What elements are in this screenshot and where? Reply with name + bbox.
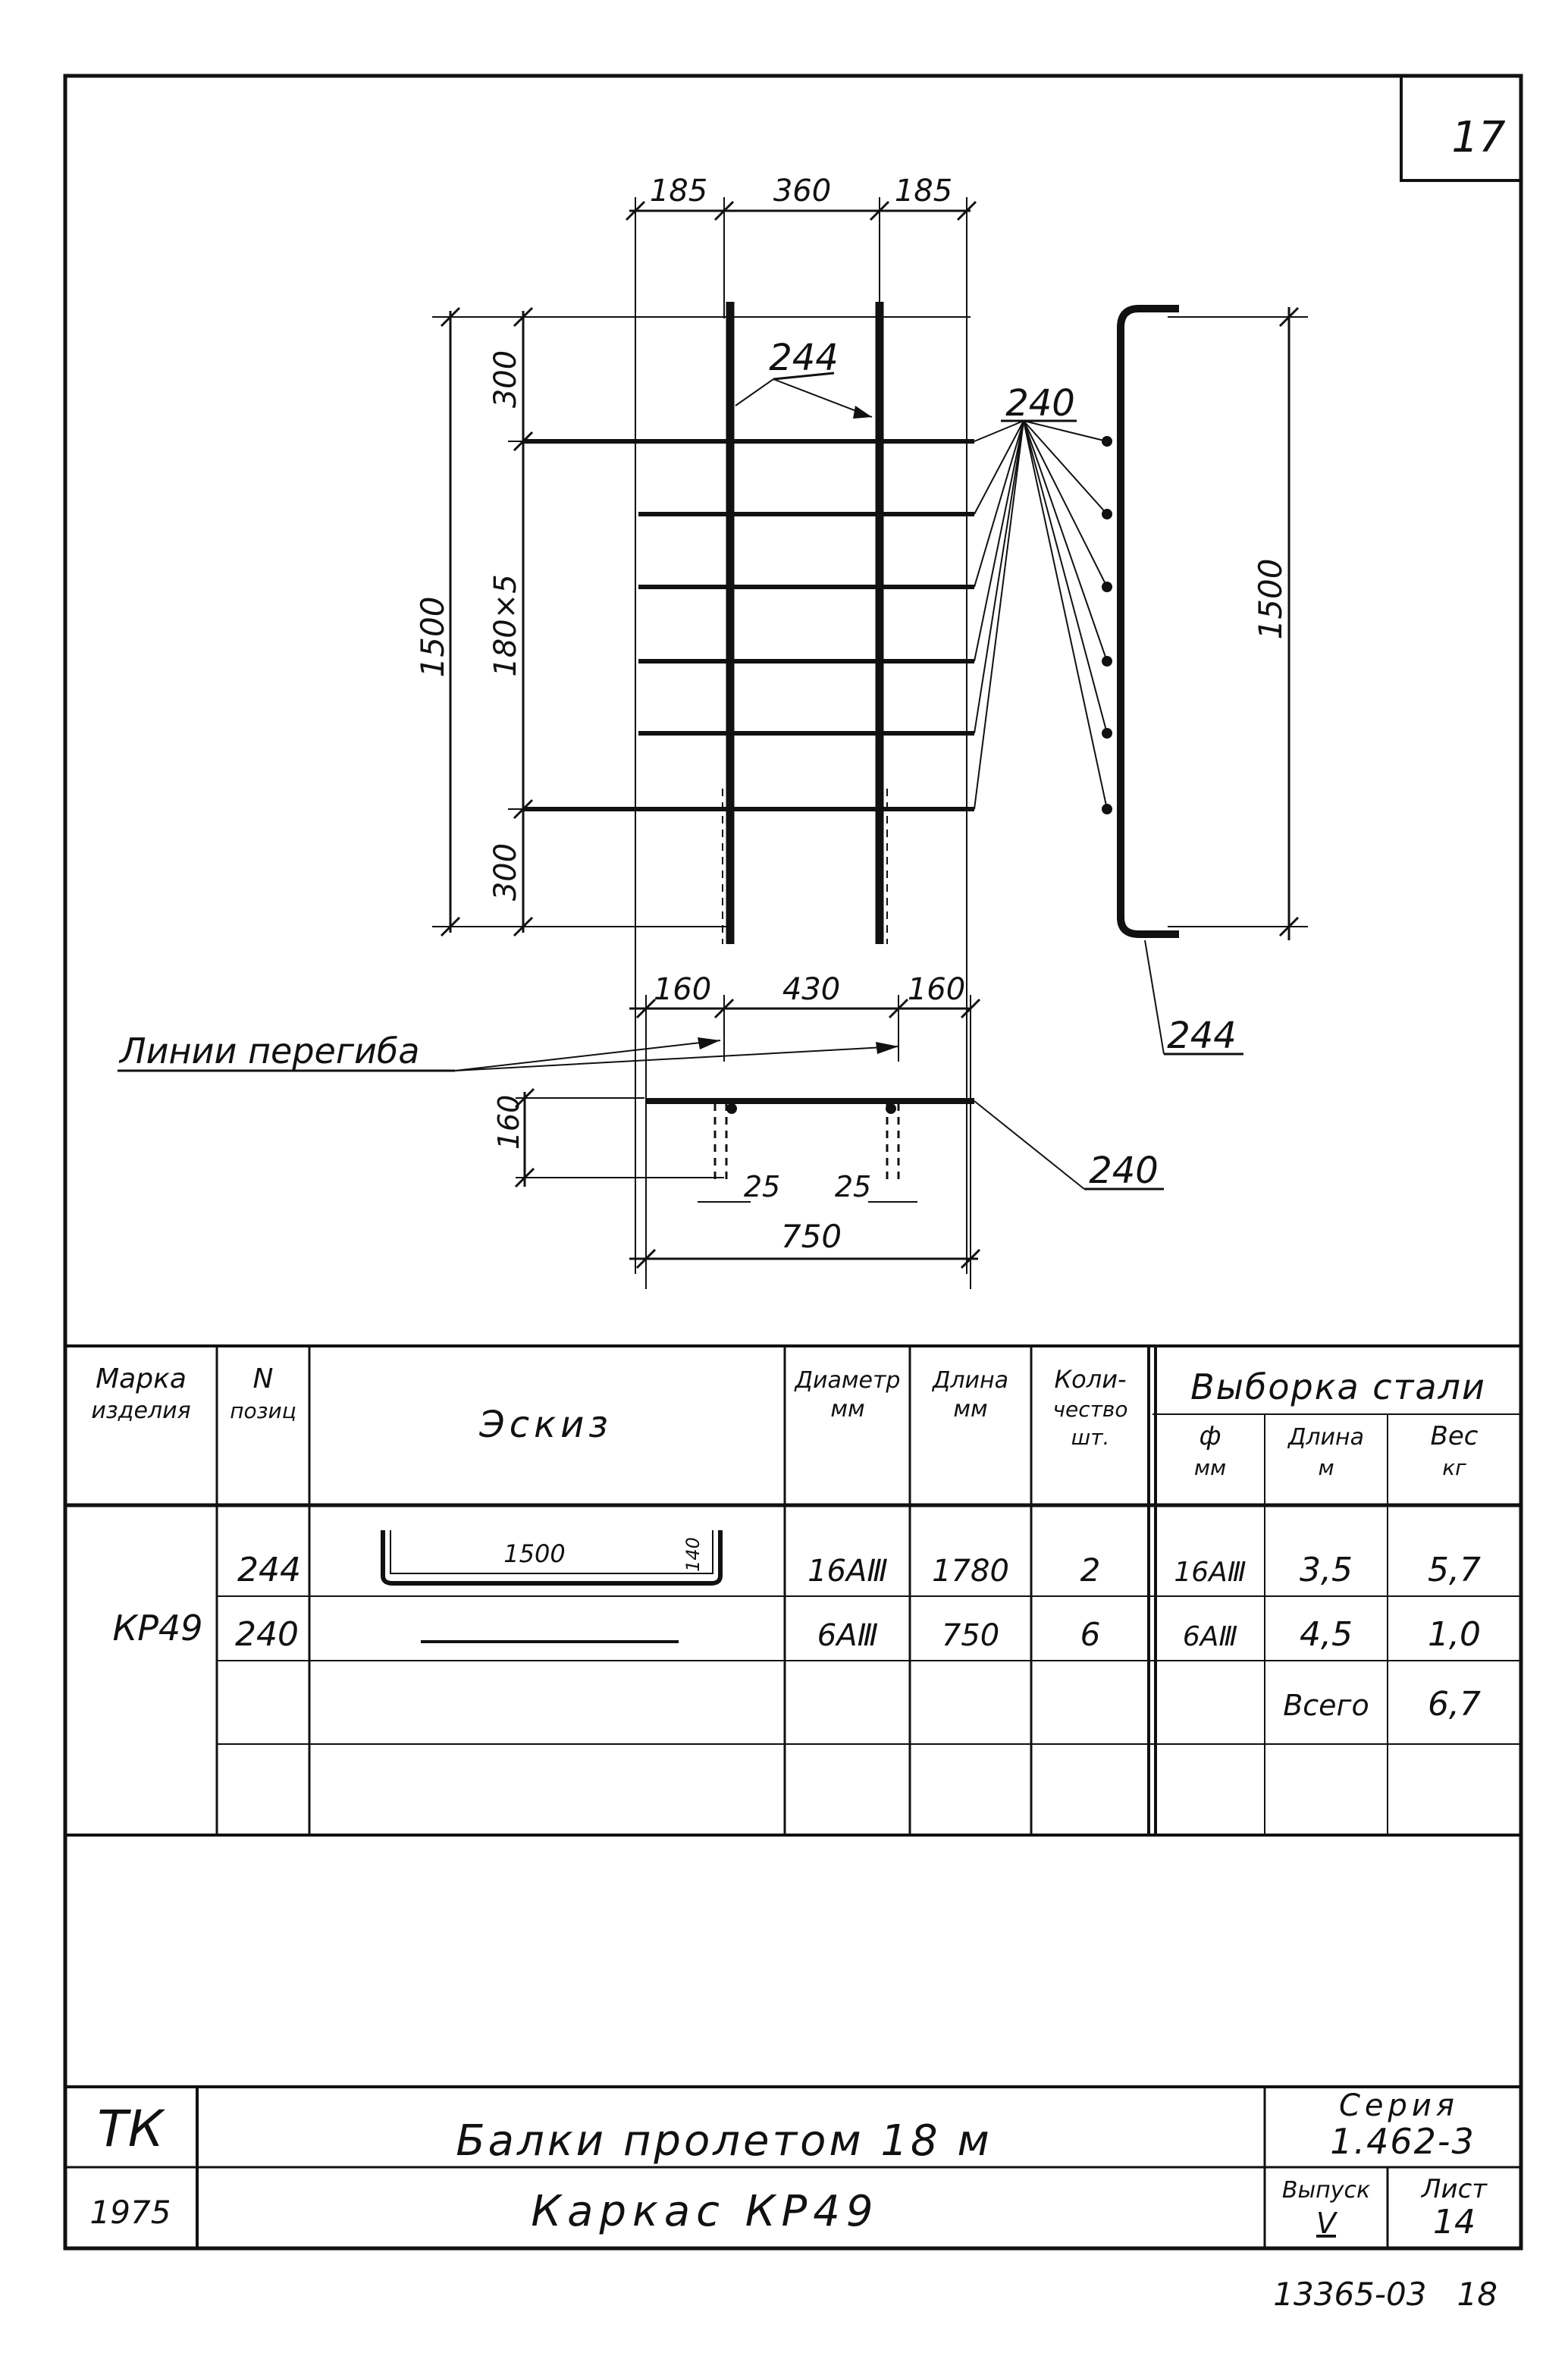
header-mark-1: Марка	[96, 1363, 187, 1394]
bend-lines-label: Линии перегиба	[120, 1031, 420, 1071]
dim-lower-left: 160	[653, 972, 712, 1007]
dim-lower-mid: 430	[782, 972, 841, 1007]
header-qty-3: шт.	[1071, 1425, 1110, 1450]
header-diameter-2: мм	[830, 1396, 865, 1423]
label-pos-244: 244	[769, 337, 839, 379]
header-qty-1: Коли-	[1054, 1365, 1127, 1394]
issue-value: V	[1316, 2207, 1336, 2240]
cell-mark: КР49	[112, 1608, 203, 1649]
dim-left-bottom: 300	[488, 842, 523, 902]
sketch-len: 1500	[503, 1539, 566, 1568]
header-phi-1: ф	[1199, 1421, 1221, 1451]
header-weight-2: кг	[1442, 1455, 1466, 1480]
header-mark-2: изделия	[91, 1398, 191, 1424]
dim-25-right: 25	[834, 1170, 872, 1203]
header-pos-1: N	[252, 1363, 274, 1394]
header-steel: Выборка стали	[1190, 1366, 1486, 1407]
org-code: ТК	[97, 2100, 164, 2158]
footer-code: 13365-03 18	[1273, 2276, 1497, 2313]
dim-left-total: 1500	[414, 596, 451, 678]
header-weight-1: Вес	[1430, 1421, 1479, 1451]
cell-qty-r2: 6	[1080, 1616, 1101, 1653]
cell-pos-r1: 244	[237, 1551, 301, 1589]
header-pos-2: позиц	[230, 1398, 296, 1423]
sheet-value: 14	[1433, 2203, 1475, 2241]
cell-qty-r1: 2	[1080, 1551, 1101, 1589]
cell-length-r2: 750	[941, 1618, 1000, 1653]
spec-table-headers	[91, 1363, 1486, 1480]
dim-left-top: 300	[488, 350, 523, 409]
title-line-1: Балки пролетом 18 м	[456, 2116, 993, 2166]
dim-right: 1500	[1252, 558, 1289, 640]
header-length-1: Длина	[932, 1367, 1009, 1394]
label-lower-240: 240	[1089, 1150, 1159, 1192]
dim-top-right: 185	[894, 174, 953, 209]
lower-view	[118, 972, 1164, 1289]
header-lenm-2: м	[1318, 1455, 1334, 1480]
header-qty-2: чество	[1052, 1397, 1128, 1422]
header-sketch: Эскиз	[479, 1404, 613, 1446]
dim-25-left: 25	[743, 1170, 781, 1203]
dim-top-left: 185	[649, 174, 708, 209]
cell-weight-r1: 5,7	[1428, 1551, 1481, 1589]
series-label: Серия	[1339, 2088, 1459, 2123]
dim-left-mid: 180×5	[488, 574, 523, 677]
cell-length-r1: 1780	[932, 1554, 1009, 1589]
dim-lower-right: 160	[907, 972, 966, 1007]
cell-lenm-r1: 3,5	[1300, 1551, 1353, 1589]
year: 1975	[89, 2194, 171, 2231]
header-length-2: мм	[953, 1396, 988, 1423]
dim-side-160: 160	[492, 1094, 525, 1150]
cell-pos-r2: 240	[235, 1615, 299, 1654]
sheet-label: Лист	[1421, 2174, 1488, 2204]
sheet-number: 17	[1451, 113, 1506, 162]
cell-lenm-r2: 4,5	[1300, 1615, 1353, 1654]
header-phi-2: мм	[1193, 1455, 1227, 1480]
sheet-frame	[65, 76, 1521, 2248]
dim-top-mid: 360	[773, 174, 832, 209]
title-line-2: Каркас КР49	[531, 2187, 880, 2236]
label-pos-240: 240	[1005, 382, 1075, 425]
spec-table-rows	[113, 1530, 1481, 1724]
issue-label: Выпуск	[1281, 2177, 1371, 2204]
cell-total-label: Всего	[1283, 1689, 1369, 1722]
side-view	[1102, 307, 1308, 1057]
sketch-leg: 140	[682, 1537, 704, 1572]
header-diameter-1: Диаметр	[795, 1367, 901, 1394]
cell-diameter-r2: 6АⅢ	[817, 1618, 879, 1653]
cell-total-weight: 6,7	[1428, 1685, 1481, 1724]
cell-phi-r1: 16АⅢ	[1174, 1557, 1247, 1588]
dim-total-750: 750	[780, 1218, 842, 1255]
series-value: 1.462-3	[1330, 2121, 1475, 2162]
header-lenm-1: Длина	[1287, 1424, 1365, 1451]
cell-phi-r2: 6АⅢ	[1182, 1621, 1238, 1652]
label-side-244: 244	[1167, 1015, 1237, 1057]
cell-weight-r2: 1,0	[1428, 1615, 1481, 1654]
cell-diameter-r1: 16АⅢ	[808, 1554, 888, 1589]
